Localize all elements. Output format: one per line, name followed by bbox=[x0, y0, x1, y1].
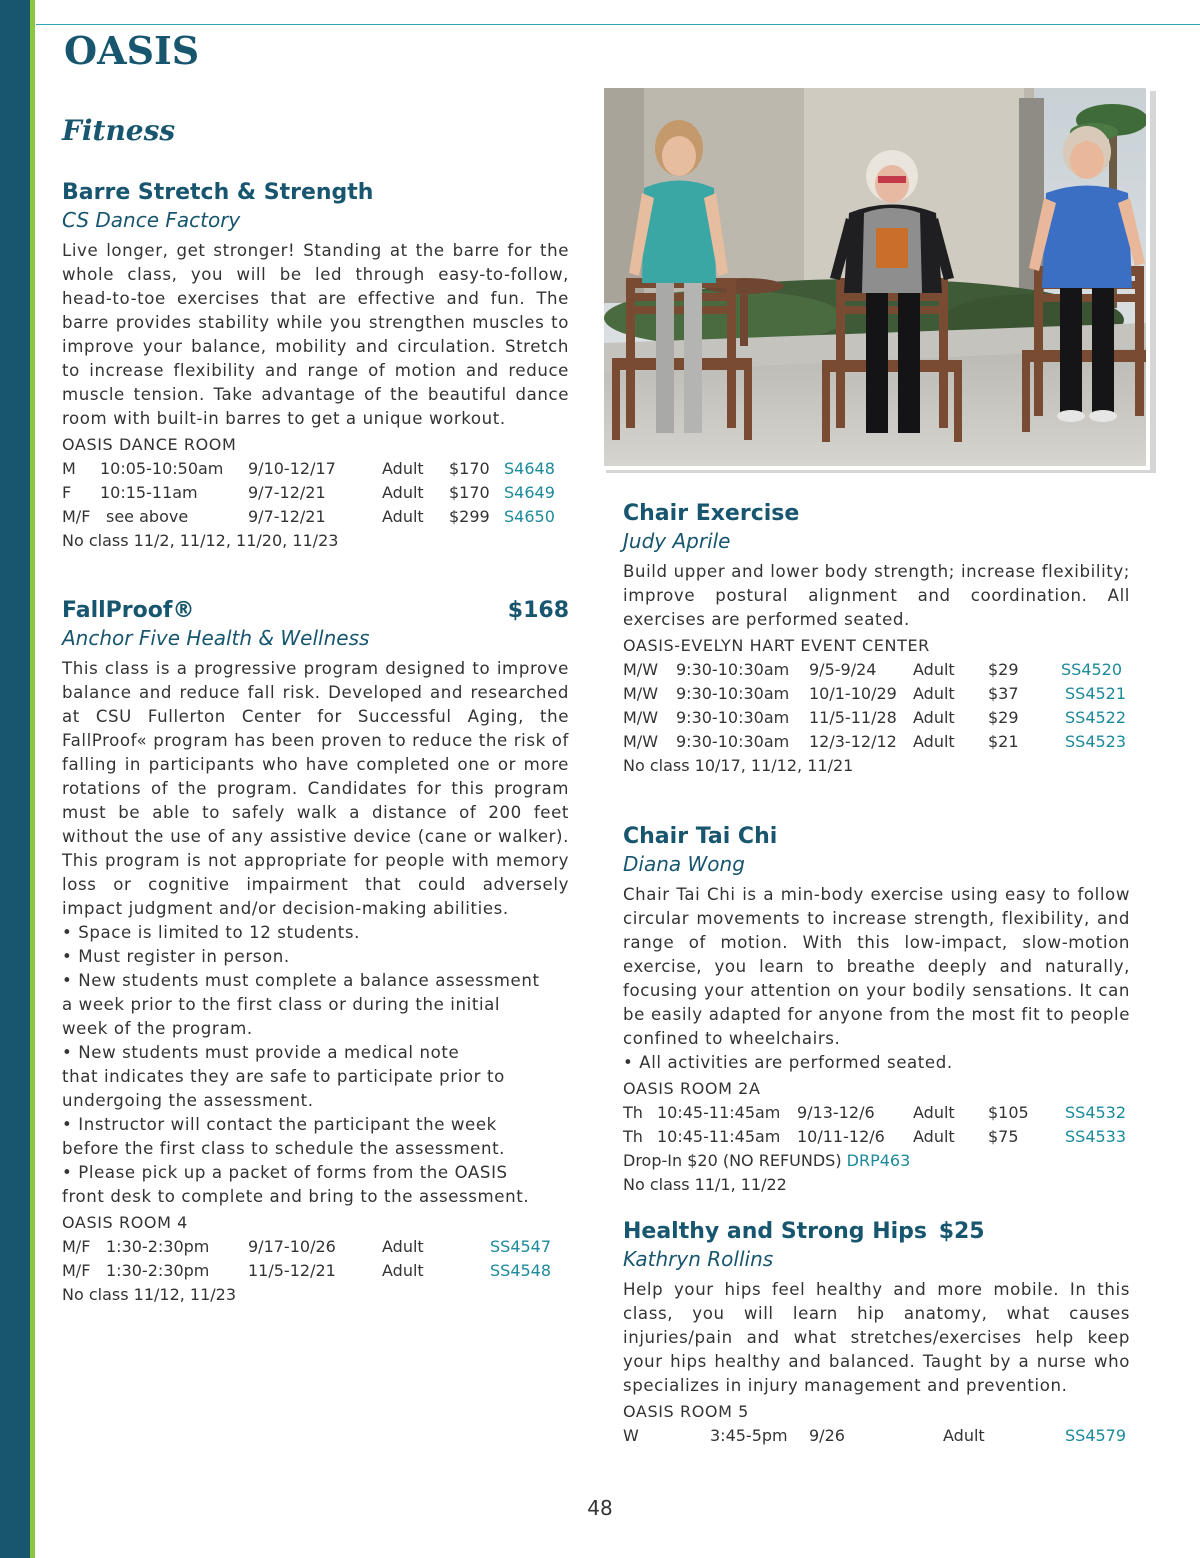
course-code[interactable]: SS4522 bbox=[1065, 708, 1127, 727]
schedule-row bbox=[623, 682, 1130, 706]
left-side-bar bbox=[0, 0, 30, 1558]
schedule-dates: 10/1-10/29 bbox=[809, 684, 897, 703]
schedule-row bbox=[62, 1259, 569, 1283]
course-instructor: Anchor Five Health & Wellness bbox=[62, 626, 370, 650]
schedule-dates: 9/26 bbox=[809, 1426, 845, 1445]
schedule-days: M/F bbox=[62, 1261, 91, 1280]
schedule-type: Adult bbox=[943, 1426, 985, 1445]
course-code[interactable]: SS4532 bbox=[1065, 1103, 1127, 1122]
schedule-fee: $75 bbox=[988, 1127, 1019, 1146]
course-location: OASIS-EVELYN HART EVENT CENTER bbox=[623, 636, 930, 655]
course-location: OASIS ROOM 5 bbox=[623, 1402, 749, 1421]
course-title: Chair Exercise bbox=[623, 501, 800, 526]
schedule-dates: 12/3-12/12 bbox=[809, 732, 897, 751]
list-item: • Space is limited to 12 students. bbox=[62, 923, 361, 942]
course-code[interactable]: S4649 bbox=[504, 483, 555, 502]
course-healthy-hips bbox=[623, 1218, 1130, 1448]
left-accent-stripe bbox=[30, 0, 35, 1558]
schedule-type: Adult bbox=[913, 1103, 955, 1122]
course-title: Healthy and Strong Hips bbox=[623, 1219, 928, 1244]
course-code[interactable]: S4648 bbox=[504, 459, 555, 478]
course-code[interactable]: SS4520 bbox=[1061, 660, 1123, 679]
schedule-fee: $105 bbox=[988, 1103, 1029, 1122]
schedule-type: Adult bbox=[913, 732, 955, 751]
schedule-row bbox=[623, 1424, 1130, 1448]
no-class-note: No class 10/17, 11/12, 11/21 bbox=[623, 756, 854, 775]
schedule-fee: $37 bbox=[988, 684, 1019, 703]
fitness-photo bbox=[600, 84, 1150, 470]
schedule-time: 9:30-10:30am bbox=[676, 708, 790, 727]
course-title: Barre Stretch & Strength bbox=[62, 180, 374, 205]
course-code[interactable]: SS4579 bbox=[1065, 1426, 1127, 1445]
list-item: • Instructor will contact the participant the week before the first class to schedule the assessment. bbox=[62, 1115, 506, 1158]
list-item: • New students must provide a medical note that indicates they are safe to participate prior to undergoing the assessment. bbox=[62, 1043, 505, 1110]
schedule-dates: 10/11-12/6 bbox=[797, 1127, 885, 1146]
schedule-row bbox=[62, 481, 569, 505]
schedule-days: Th bbox=[623, 1103, 643, 1122]
schedule-time: 10:45-11:45am bbox=[657, 1127, 781, 1146]
schedule-type: Adult bbox=[382, 507, 424, 526]
page-title: OASIS bbox=[64, 28, 200, 73]
schedule-days: M/W bbox=[623, 684, 659, 703]
schedule-type: Adult bbox=[913, 660, 955, 679]
course-description: Build upper and lower body strength; increase flexibility; improve postural alignment and coordination. All exercises are performed seated. bbox=[623, 562, 1130, 629]
course-instructor: Diana Wong bbox=[623, 852, 745, 876]
schedule-type: Adult bbox=[913, 708, 955, 727]
course-code[interactable]: SS4548 bbox=[490, 1261, 552, 1280]
schedule-dates: 9/5-9/24 bbox=[809, 660, 877, 679]
schedule-row bbox=[623, 1101, 1130, 1125]
schedule-row bbox=[623, 1125, 1130, 1149]
course-code[interactable]: S4650 bbox=[504, 507, 555, 526]
schedule-days: M/W bbox=[623, 660, 659, 679]
course-location: OASIS ROOM 2A bbox=[623, 1079, 761, 1098]
schedule-row bbox=[623, 658, 1130, 682]
requirements-list bbox=[62, 921, 569, 1209]
schedule-time: 1:30-2:30pm bbox=[106, 1261, 210, 1280]
course-description: Chair Tai Chi is a min-body exercise using easy to follow circular movements to increase strength, flexibility, and range of motion. With this low-impact, slow-motion exercise, you learn to breathe deeply and naturally, focusing your attention on your bodily sensations. It can be easily adapted for anyone from the most fit to people confined to wheelchairs. bbox=[623, 885, 1130, 1048]
schedule-fee: $29 bbox=[988, 708, 1019, 727]
course-instructor: Kathryn Rollins bbox=[623, 1247, 774, 1271]
schedule-fee: $21 bbox=[988, 732, 1019, 751]
schedule-time: see above bbox=[106, 507, 189, 526]
schedule-row bbox=[62, 457, 569, 481]
course-location: OASIS DANCE ROOM bbox=[62, 435, 237, 454]
section-title: Fitness bbox=[62, 114, 176, 147]
course-description: Live longer, get stronger! Standing at the barre for the whole class, you will be led through easy-to-follow, head-to-toe exercises that are effective and fun. The barre provides stability while you strengthen muscles to improve your balance, mobility and circulation. Stretch to increase flexibility and range of motion and reduce muscle tension. Take advantage of the beautiful dance room with built-in barres to get a unique workout. bbox=[62, 241, 569, 428]
course-code[interactable]: SS4521 bbox=[1065, 684, 1127, 703]
no-class-note: No class 11/1, 11/22 bbox=[623, 1175, 787, 1194]
course-title-row bbox=[623, 1218, 1130, 1246]
schedule-fee: $170 bbox=[449, 483, 490, 502]
course-barre bbox=[62, 179, 569, 553]
schedule-row bbox=[62, 505, 569, 529]
list-item: • Please pick up a packet of forms from the OASIS front desk to complete and bring to the assessment. bbox=[62, 1163, 530, 1206]
schedule-type: Adult bbox=[382, 483, 424, 502]
schedule-dates: 11/5-11/28 bbox=[809, 708, 897, 727]
photo-illustration bbox=[604, 88, 1146, 466]
schedule-type: Adult bbox=[382, 1261, 424, 1280]
schedule-days: M bbox=[62, 459, 76, 478]
schedule-dates: 9/7-12/21 bbox=[248, 507, 326, 526]
course-code[interactable]: SS4533 bbox=[1065, 1127, 1127, 1146]
list-item: • Must register in person. bbox=[62, 947, 290, 966]
schedule-row bbox=[623, 730, 1130, 754]
schedule-dates: 9/10-12/17 bbox=[248, 459, 336, 478]
schedule-time: 3:45-5pm bbox=[710, 1426, 788, 1445]
schedule-days: W bbox=[623, 1426, 639, 1445]
schedule-dates: 9/7-12/21 bbox=[248, 483, 326, 502]
schedule-time: 10:15-11am bbox=[100, 483, 198, 502]
schedule-days: M/F bbox=[62, 1237, 91, 1256]
schedule-days: F bbox=[62, 483, 72, 502]
schedule-days: M/F bbox=[62, 507, 91, 526]
course-chair-exercise bbox=[623, 500, 1130, 778]
drop-in-note bbox=[623, 1149, 1130, 1173]
course-chair-tai-chi bbox=[623, 823, 1130, 1197]
notes-list bbox=[623, 1051, 1130, 1075]
drop-in-code[interactable]: DRP463 bbox=[846, 1151, 911, 1170]
schedule-time: 1:30-2:30pm bbox=[106, 1237, 210, 1256]
course-code[interactable]: SS4547 bbox=[490, 1237, 552, 1256]
schedule-days: M/W bbox=[623, 708, 659, 727]
schedule-row bbox=[623, 706, 1130, 730]
schedule-dates: 9/17-10/26 bbox=[248, 1237, 336, 1256]
course-title-row bbox=[62, 597, 569, 625]
schedule-type: Adult bbox=[382, 459, 424, 478]
no-class-note: No class 11/2, 11/12, 11/20, 11/23 bbox=[62, 531, 339, 550]
schedule-time: 9:30-10:30am bbox=[676, 660, 790, 679]
schedule-fee: $29 bbox=[988, 660, 1019, 679]
drop-in-text: Drop-In $20 (NO REFUNDS) bbox=[623, 1151, 842, 1170]
list-item: • New students must complete a balance assessment a week prior to the first class or during the initial week of the program. bbox=[62, 971, 540, 1038]
schedule-type: Adult bbox=[382, 1237, 424, 1256]
course-fallproof bbox=[62, 597, 569, 1307]
no-class-note: No class 11/12, 11/23 bbox=[62, 1285, 237, 1304]
schedule-type: Adult bbox=[913, 1127, 955, 1146]
schedule-time: 9:30-10:30am bbox=[676, 684, 790, 703]
course-instructor: Judy Aprile bbox=[623, 529, 731, 553]
schedule-time: 10:45-11:45am bbox=[657, 1103, 781, 1122]
schedule-days: Th bbox=[623, 1127, 643, 1146]
schedule-days: M/W bbox=[623, 732, 659, 751]
course-title: FallProof® bbox=[62, 598, 195, 623]
course-location: OASIS ROOM 4 bbox=[62, 1213, 188, 1232]
course-description: This class is a progressive program designed to improve balance and reduce fall risk. Developed and researched at CSU Fullerton Center for Successful Aging, the FallProof« program has been proven to reduce the risk of falling in participants who have completed one or more rotations of the program. Candidates for this program must be able to safely walk a distance of 200 feet without the use of any assistive device (cane or walker). This program is not appropriate for people with memory loss or cognitive impairment that could adversely impact judgment and/or decision-making abilities. bbox=[62, 659, 569, 918]
schedule-type: Adult bbox=[913, 684, 955, 703]
schedule-time: 10:05-10:50am bbox=[100, 459, 224, 478]
course-price: $25 bbox=[938, 1219, 985, 1244]
course-title: Chair Tai Chi bbox=[623, 824, 778, 849]
list-item: • All activities are performed seated. bbox=[623, 1053, 953, 1072]
schedule-time: 9:30-10:30am bbox=[676, 732, 790, 751]
schedule-dates: 9/13-12/6 bbox=[797, 1103, 875, 1122]
course-description: Help your hips feel healthy and more mobile. In this class, you will learn hip anatomy, what causes injuries/pain and what stretches/exercises help keep your hips healthy and balanced. Taught by a nurse who specializes in injury management and prevention. bbox=[623, 1280, 1130, 1395]
course-price: $168 bbox=[507, 598, 569, 623]
schedule-fee: $299 bbox=[449, 507, 490, 526]
course-code[interactable]: SS4523 bbox=[1065, 732, 1127, 751]
course-instructor: CS Dance Factory bbox=[62, 208, 241, 232]
page-number: 48 bbox=[587, 1496, 613, 1520]
schedule-fee: $170 bbox=[449, 459, 490, 478]
top-rule bbox=[36, 24, 1200, 25]
schedule-row bbox=[62, 1235, 569, 1259]
schedule-dates: 11/5-12/21 bbox=[248, 1261, 336, 1280]
